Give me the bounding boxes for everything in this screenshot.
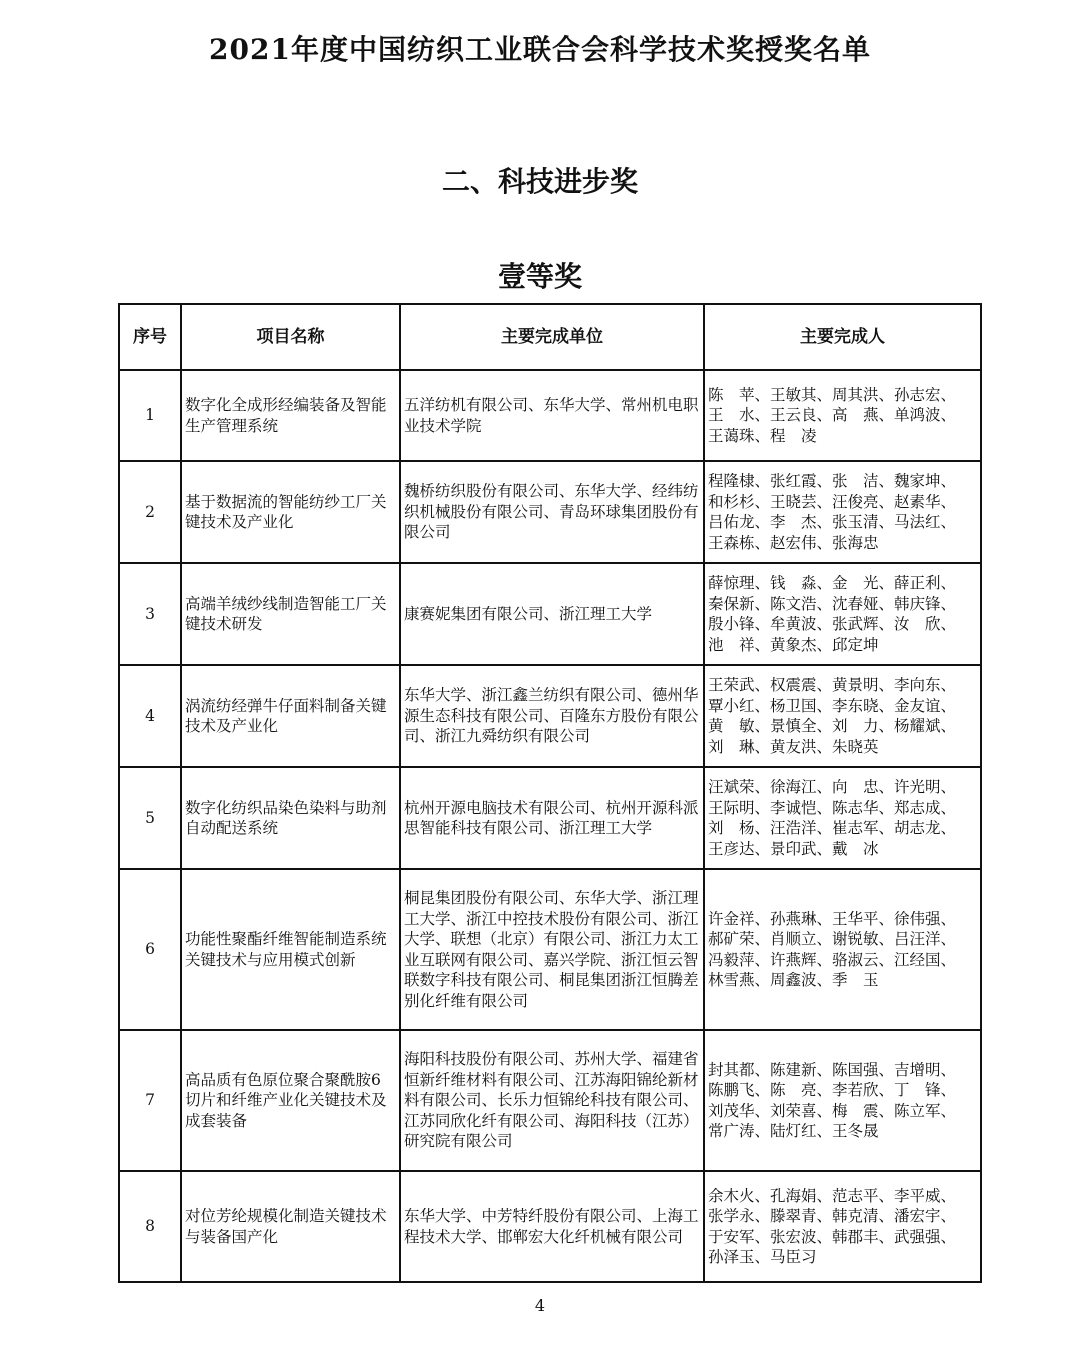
row-no: 1 <box>119 370 181 461</box>
table-row <box>119 1030 981 1171</box>
row-people: 许金祥、孙燕琳、王华平、徐伟强、 郝矿荣、肖顺立、谢锐敏、吕汪洋、 冯毅萍、许燕辉、骆淑云、江经国、 林雪燕、周鑫波、季 玉 <box>704 869 981 1030</box>
row-people: 陈 苹、王敏其、周其洪、孙志宏、 王 水、王云良、高 燕、单鸿波、 王蔼珠、程 凌 <box>704 370 981 461</box>
row-people: 王荣武、权震震、黄景明、李向东、 覃小红、杨卫国、李东晓、金友谊、 黄 敏、景慎全、刘 力、杨耀斌、 刘 琳、黄友洪、朱晓英 <box>704 665 981 767</box>
row-project: 功能性聚酯纤维智能制造系统关键技术与应用模式创新 <box>181 869 400 1030</box>
table-row <box>119 370 981 461</box>
table-row <box>119 461 981 563</box>
row-people: 封其都、陈建新、陈国强、吉增明、 陈鹏飞、陈 亮、李若欣、丁 锋、 刘茂华、刘荣喜、梅 震、陈立军、 常广涛、陆灯红、王冬晟 <box>704 1030 981 1171</box>
row-units: 杭州开源电脑技术有限公司、杭州开源科派思智能科技有限公司、浙江理工大学 <box>400 767 704 869</box>
row-units: 五洋纺机有限公司、东华大学、常州机电职业技术学院 <box>400 370 704 461</box>
row-project: 高端羊绒纱线制造智能工厂关键技术研发 <box>181 563 400 665</box>
row-units: 东华大学、浙江鑫兰纺织有限公司、德州华源生态科技有限公司、百隆东方股份有限公司、浙江九舜纺织有限公司 <box>400 665 704 767</box>
row-project: 涡流纺经弹牛仔面料制备关键技术及产业化 <box>181 665 400 767</box>
table-header-row <box>119 304 981 370</box>
row-people: 余木火、孔海娟、范志平、李平威、 张学永、滕翠青、韩克清、潘宏宇、 于安军、张宏波、韩郡丰、武强强、 孙泽玉、马臣习 <box>704 1171 981 1282</box>
row-no: 3 <box>119 563 181 665</box>
row-no: 4 <box>119 665 181 767</box>
header-no: 序号 <box>119 304 181 370</box>
row-project: 对位芳纶规模化制造关键技术与装备国产化 <box>181 1171 400 1282</box>
row-units: 魏桥纺织股份有限公司、东华大学、经纬纺织机械股份有限公司、青岛环球集团股份有限公司 <box>400 461 704 563</box>
header-people: 主要完成人 <box>704 304 981 370</box>
row-units: 东华大学、中芳特纤股份有限公司、上海工程技术大学、邯郸宏大化纤机械有限公司 <box>400 1171 704 1282</box>
table-row <box>119 563 981 665</box>
table-row <box>119 767 981 869</box>
header-project: 项目名称 <box>181 304 400 370</box>
row-no: 2 <box>119 461 181 563</box>
award-grade-title: 壹等奖 <box>497 260 582 293</box>
row-project: 数字化纺织品染色染料与助剂自动配送系统 <box>181 767 400 869</box>
row-people: 薛惊理、钱 淼、金 光、薛正利、 秦保新、陈文浩、沈春娅、韩庆锋、 殷小锋、牟黄波、张武辉、汝 欣、 池 祥、黄象杰、邱定坤 <box>704 563 981 665</box>
row-no: 7 <box>119 1030 181 1171</box>
row-units: 桐昆集团股份有限公司、东华大学、浙江理工大学、浙江中控技术股份有限公司、浙江大学、联想（北京）有限公司、浙江力太工业互联网有限公司、嘉兴学院、浙江恒云智联数字科技有限公司、桐昆集团浙江恒腾差别化纤维有限公司 <box>400 869 704 1030</box>
table-row <box>119 869 981 1030</box>
row-no: 6 <box>119 869 181 1030</box>
award-table <box>118 303 982 1283</box>
row-people: 汪斌荣、徐海江、向 忠、许光明、 王际明、李诚恺、陈志华、郑志成、 刘 杨、汪浩洋、崔志军、胡志龙、 王彦达、景印武、戴 冰 <box>704 767 981 869</box>
header-units: 主要完成单位 <box>400 304 704 370</box>
row-project: 高品质有色原位聚合聚酰胺6切片和纤维产业化关键技术及成套装备 <box>181 1030 400 1171</box>
table-row <box>119 1171 981 1282</box>
row-no: 5 <box>119 767 181 869</box>
row-units: 康赛妮集团有限公司、浙江理工大学 <box>400 563 704 665</box>
row-project: 数字化全成形经编装备及智能生产管理系统 <box>181 370 400 461</box>
section-title: 二、科技进步奖 <box>441 165 638 198</box>
table-row <box>119 665 981 767</box>
row-people: 程隆棣、张红霞、张 洁、魏家坤、 和杉杉、王晓芸、汪俊亮、赵素华、 吕佑龙、李 杰、张玉清、马法红、 王森栋、赵宏伟、张海忠 <box>704 461 981 563</box>
page-number: 4 <box>534 1296 546 1315</box>
document-title: 2021年度中国纺织工业联合会科学技术奖授奖名单 <box>209 33 871 66</box>
row-units: 海阳科技股份有限公司、苏州大学、福建省恒新纤维材料有限公司、江苏海阳锦纶新材料有限公司、长乐力恒锦纶科技有限公司、江苏同欣化纤有限公司、海阳科技（江苏）研究院有限公司 <box>400 1030 704 1171</box>
row-no: 8 <box>119 1171 181 1282</box>
row-project: 基于数据流的智能纺纱工厂关键技术及产业化 <box>181 461 400 563</box>
